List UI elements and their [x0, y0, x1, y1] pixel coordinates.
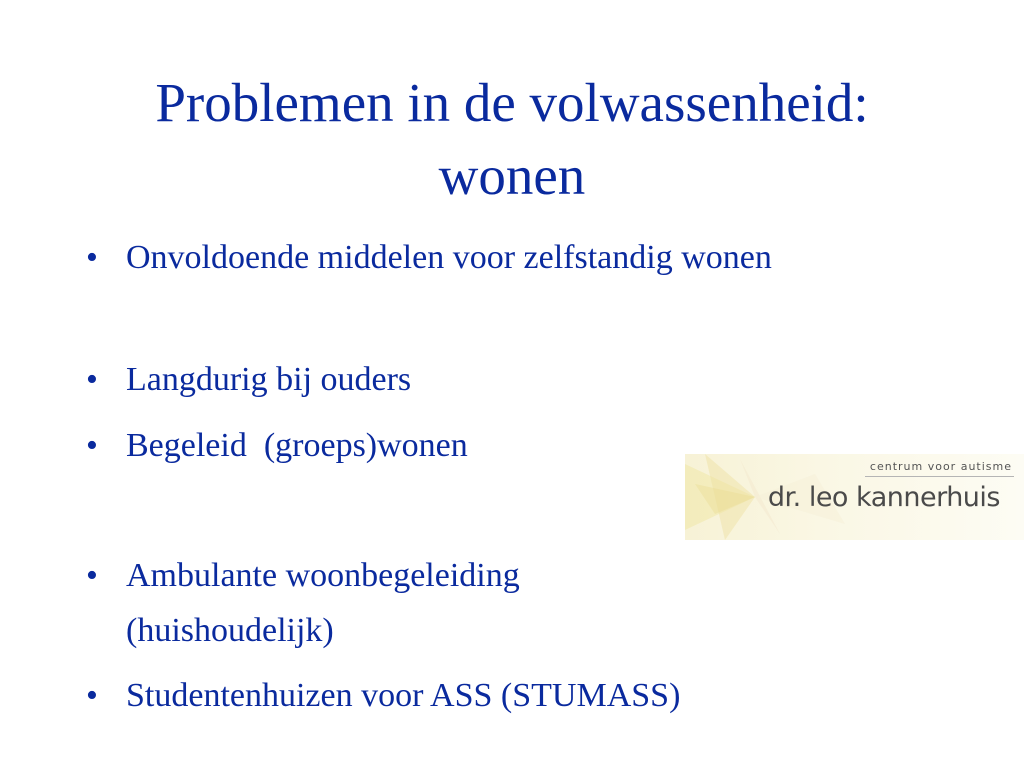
bullet-text: Ambulante woonbegeleiding (huishoudelijk): [126, 557, 520, 649]
bullet-text: Studentenhuizen voor ASS (STUMASS): [126, 677, 681, 714]
bullet-marker: •: [86, 557, 98, 594]
slide-title: [60, 66, 964, 212]
logo-name: dr. leo kannerhuis: [767, 482, 1000, 513]
bullet-marker: •: [86, 361, 98, 398]
logo-divider: [865, 476, 1014, 477]
bullet-marker: •: [86, 239, 98, 276]
bullet-marker: •: [86, 677, 98, 714]
kannerhuis-logo: [685, 454, 1024, 540]
bullet-item: [86, 230, 886, 285]
slide-title-line-2: wonen: [438, 145, 586, 206]
bullet-text: Langdurig bij ouders: [126, 361, 412, 398]
bullet-item: [86, 352, 886, 407]
bullet-text: Onvoldoende middelen voor zelfstandig wonen: [126, 239, 772, 276]
slide-title-line-1: Problemen in de volwassenheid:: [155, 72, 869, 133]
logo-tagline: centrum voor autisme: [869, 460, 1012, 473]
bullet-marker: •: [86, 427, 98, 464]
bullet-text: Begeleid (groeps)wonen: [126, 427, 468, 464]
bullet-item: [86, 548, 886, 658]
bullet-item: [86, 668, 886, 723]
